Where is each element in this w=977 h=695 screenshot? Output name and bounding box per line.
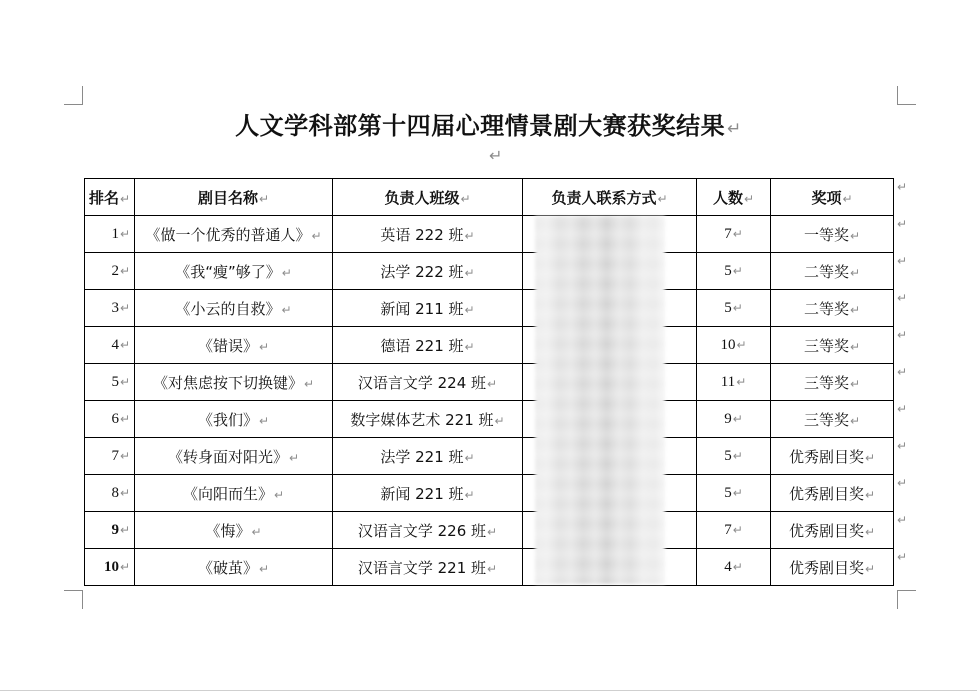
header-leader-class[interactable]: 负责人班级↵	[333, 179, 523, 216]
cell-mark-icon: ↵	[251, 524, 262, 539]
cell-mark-icon: ↵	[864, 450, 876, 465]
cell-mark-icon: ↵	[849, 265, 861, 280]
cell-leader-class[interactable]: 汉语言文学 224 班↵	[333, 364, 523, 401]
cell-mark-icon: ↵	[487, 376, 498, 391]
cell-mark-icon: ↵	[849, 339, 861, 354]
cell-mark-icon: ↵	[732, 522, 743, 537]
cell-mark-icon: ↵	[732, 263, 743, 278]
cell-mark-icon: ↵	[487, 561, 498, 576]
cell-mark-icon: ↵	[281, 302, 292, 317]
cell-play-name[interactable]: 《向阳而生》↵	[135, 475, 333, 512]
cell-mark-icon: ↵	[736, 337, 747, 352]
table-row	[85, 216, 894, 253]
cell-mark-icon: ↵	[464, 265, 475, 280]
table-header-row	[85, 179, 894, 216]
cell-mark-icon: ↵	[119, 337, 130, 352]
cell-award[interactable]: 优秀剧目奖↵	[771, 512, 894, 549]
row-end-mark-icon: ↵	[897, 513, 908, 527]
cell-award[interactable]: 二等奖↵	[771, 290, 894, 327]
table-row	[85, 438, 894, 475]
redacted-contact-blur	[535, 216, 665, 584]
cell-member-count[interactable]: 5↵	[697, 475, 771, 512]
cell-award[interactable]: 优秀剧目奖↵	[771, 475, 894, 512]
cell-mark-icon: ↵	[119, 263, 130, 278]
cell-rank[interactable]: 4↵	[85, 327, 135, 364]
row-end-mark-icon: ↵	[897, 291, 908, 305]
cell-member-count[interactable]: 5↵	[697, 438, 771, 475]
cell-mark-icon: ↵	[732, 300, 743, 315]
cell-member-count[interactable]: 7↵	[697, 216, 771, 253]
cell-rank[interactable]: 1↵	[85, 216, 135, 253]
cell-member-count[interactable]: 10↵	[697, 327, 771, 364]
cell-mark-icon: ↵	[281, 265, 292, 280]
cell-mark-icon: ↵	[288, 450, 300, 465]
cell-mark-icon: ↵	[119, 485, 130, 500]
document-title[interactable]	[0, 106, 977, 141]
cell-leader-class[interactable]: 法学 222 班↵	[333, 253, 523, 290]
table-row	[85, 401, 894, 438]
header-member-count[interactable]: 人数↵	[697, 179, 771, 216]
cell-mark-icon: ↵	[732, 485, 743, 500]
cell-play-name[interactable]: 《悔》↵	[135, 512, 333, 549]
cell-mark-icon: ↵	[311, 228, 322, 243]
row-end-mark-icon: ↵	[897, 402, 908, 416]
cell-mark-icon: ↵	[258, 413, 270, 428]
cell-play-name[interactable]: 《小云的自救》↵	[135, 290, 333, 327]
cell-member-count[interactable]: 4↵	[697, 549, 771, 586]
table-row	[85, 253, 894, 290]
cell-member-count[interactable]: 5↵	[697, 290, 771, 327]
cell-member-count[interactable]: 9↵	[697, 401, 771, 438]
page-corner-bottom-left	[64, 590, 83, 609]
page-corner-top-right	[897, 86, 916, 105]
cell-mark-icon: ↵	[119, 226, 130, 241]
row-end-mark-icon: ↵	[897, 217, 908, 231]
cell-rank[interactable]: 8↵	[85, 475, 135, 512]
cell-mark-icon: ↵	[273, 487, 285, 502]
header-award[interactable]: 奖项↵	[771, 179, 894, 216]
cell-leader-class[interactable]: 新闻 221 班↵	[333, 475, 523, 512]
cell-mark-icon: ↵	[119, 448, 130, 463]
page-bottom-edge	[0, 690, 977, 691]
empty-paragraph-mark-icon: ↵	[489, 146, 503, 165]
cell-mark-icon: ↵	[732, 559, 743, 574]
cell-mark-icon: ↵	[849, 413, 861, 428]
cell-leader-class[interactable]: 汉语言文学 226 班↵	[333, 512, 523, 549]
header-leader-contact[interactable]: 负责人联系方式↵	[523, 179, 697, 216]
cell-mark-icon: ↵	[464, 228, 475, 243]
cell-mark-icon: ↵	[487, 524, 498, 539]
cell-mark-icon: ↵	[464, 339, 475, 354]
table-row	[85, 475, 894, 512]
cell-mark-icon: ↵	[864, 487, 876, 502]
cell-leader-class[interactable]: 法学 221 班↵	[333, 438, 523, 475]
row-end-mark-icon: ↵	[897, 550, 908, 564]
cell-leader-class[interactable]: 德语 221 班↵	[333, 327, 523, 364]
row-end-mark-icon: ↵	[897, 439, 908, 453]
cell-play-name[interactable]: 《错误》↵	[135, 327, 333, 364]
cell-mark-icon: ↵	[119, 411, 130, 426]
cell-mark-icon: ↵	[464, 450, 475, 465]
cell-mark-icon: ↵	[849, 376, 861, 391]
cell-award[interactable]: 优秀剧目奖↵	[771, 549, 894, 586]
cell-play-name[interactable]: 《对焦虑按下切换键》↵	[135, 364, 333, 401]
cell-member-count[interactable]: 7↵	[697, 512, 771, 549]
cell-mark-icon: ↵	[464, 487, 475, 502]
cell-mark-icon: ↵	[258, 561, 270, 576]
row-end-mark-icon: ↵	[897, 180, 908, 194]
paragraph-mark-icon: ↵	[727, 119, 742, 139]
cell-play-name[interactable]: 《我们》↵	[135, 401, 333, 438]
table-row	[85, 549, 894, 586]
row-end-mark-icon: ↵	[897, 254, 908, 268]
cell-play-name[interactable]: 《做一个优秀的普通人》↵	[135, 216, 333, 253]
cell-leader-class[interactable]: 汉语言文学 221 班↵	[333, 549, 523, 586]
cell-leader-class[interactable]: 数字媒体艺术 221 班↵	[333, 401, 523, 438]
cell-mark-icon: ↵	[732, 226, 743, 241]
cell-play-name[interactable]: 《我“瘦”够了》↵	[135, 253, 333, 290]
cell-mark-icon: ↵	[849, 228, 861, 243]
cell-member-count[interactable]: 11↵	[697, 364, 771, 401]
cell-award[interactable]: 三等奖↵	[771, 401, 894, 438]
cell-rank[interactable]: 2↵	[85, 253, 135, 290]
cell-play-name[interactable]: 《破茧》↵	[135, 549, 333, 586]
cell-play-name[interactable]: 《转身面对阳光》↵	[135, 438, 333, 475]
cell-mark-icon: ↵	[736, 374, 747, 389]
cell-award[interactable]: 一等奖↵	[771, 216, 894, 253]
table-row	[85, 290, 894, 327]
table-row	[85, 327, 894, 364]
cell-mark-icon: ↵	[119, 559, 130, 574]
cell-rank[interactable]: 7↵	[85, 438, 135, 475]
cell-rank[interactable]: 3↵	[85, 290, 135, 327]
cell-rank[interactable]: 10↵	[85, 549, 135, 586]
page-corner-top-left	[64, 86, 83, 105]
cell-mark-icon: ↵	[849, 302, 861, 317]
header-rank[interactable]: 排名↵	[85, 179, 135, 216]
cell-member-count[interactable]: 5↵	[697, 253, 771, 290]
cell-mark-icon: ↵	[494, 413, 505, 428]
cell-rank[interactable]: 6↵	[85, 401, 135, 438]
cell-award[interactable]: 优秀剧目奖↵	[771, 438, 894, 475]
cell-leader-class[interactable]: 英语 222 班↵	[333, 216, 523, 253]
cell-mark-icon: ↵	[258, 339, 270, 354]
cell-mark-icon: ↵	[732, 411, 743, 426]
cell-award[interactable]: 三等奖↵	[771, 327, 894, 364]
cell-rank[interactable]: 5↵	[85, 364, 135, 401]
cell-mark-icon: ↵	[119, 374, 130, 389]
award-results-table	[84, 178, 894, 586]
document-title-text: 人文学科部第十四届心理情景剧大赛获奖结果	[235, 112, 726, 140]
cell-mark-icon: ↵	[119, 300, 130, 315]
page-corner-bottom-right	[897, 590, 916, 609]
cell-award[interactable]: 三等奖↵	[771, 364, 894, 401]
cell-rank[interactable]: 9↵	[85, 512, 135, 549]
row-end-mark-icon: ↵	[897, 365, 908, 379]
header-play-name[interactable]: 剧目名称↵	[135, 179, 333, 216]
cell-mark-icon: ↵	[464, 302, 475, 317]
cell-mark-icon: ↵	[864, 524, 876, 539]
cell-award[interactable]: 二等奖↵	[771, 253, 894, 290]
row-end-mark-icon: ↵	[897, 476, 908, 490]
table-row	[85, 512, 894, 549]
cell-mark-icon: ↵	[864, 561, 876, 576]
cell-mark-icon: ↵	[303, 376, 315, 391]
row-end-mark-icon: ↵	[897, 328, 908, 342]
cell-mark-icon: ↵	[119, 522, 130, 537]
table-row	[85, 364, 894, 401]
cell-leader-class[interactable]: 新闻 211 班↵	[333, 290, 523, 327]
cell-mark-icon: ↵	[732, 448, 743, 463]
